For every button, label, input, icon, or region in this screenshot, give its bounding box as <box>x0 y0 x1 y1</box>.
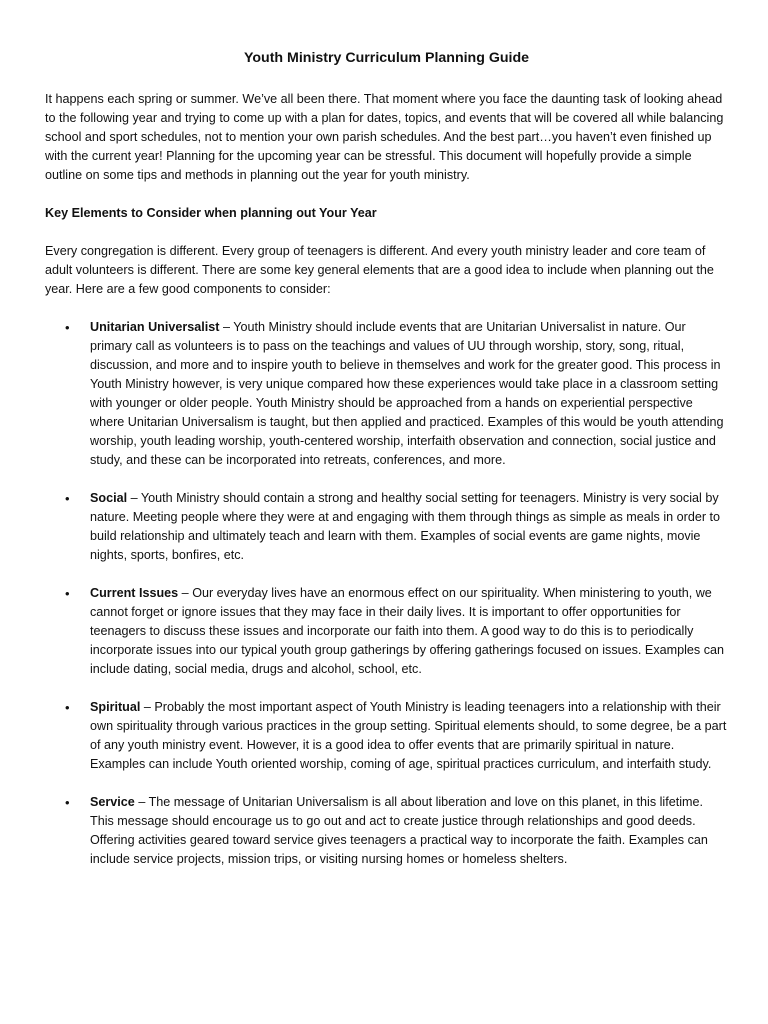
bullet-icon: • <box>65 700 70 715</box>
bullet-icon: • <box>65 795 70 810</box>
bullet-icon: • <box>65 586 70 601</box>
list-item-term: Spiritual <box>90 700 141 714</box>
list-item-text: – Probably the most important aspect of Youth Ministry is leading teenagers into a relationship with their own spirituality through various practices in the group setting. Spiritual elements should, to some degree, be a part of any youth ministry event. However, it is a good idea to offer events that are primarily spiritual in nature. Examples can include Youth oriented worship, coming of age, spiritual practices curriculum, and interfaith study. <box>90 700 727 771</box>
document-title: Youth Ministry Curriculum Planning Guide <box>243 50 530 66</box>
list-item-spiritual <box>45 698 728 774</box>
list-item-current-issues <box>45 584 728 679</box>
list-item-social <box>45 489 728 565</box>
bullet-icon: • <box>65 320 70 335</box>
list-item-term: Unitarian Universalist <box>90 320 220 334</box>
list-item-text: – The message of Unitarian Universalism is all about liberation and love on this planet, in this lifetime. This message should encourage us to go out and act to create justice through relationships and good deeds. Offering activities geared toward service gives teenagers a practical way to incorporate the faith. Examples can include service projects, mission trips, or visiting nursing homes or homeless shelters. <box>90 795 708 866</box>
intro-paragraph: It happens each spring or summer. We’ve all been there. That moment where you face the daunting task of looking ahead to the following year and trying to come up with a plan for dates, topics, and events that will be covered all while balancing school and sport schedules, not to mention your own parish schedules. And the best part…you haven’t even finished up with the current year! Planning for the upcoming year can be stressful. This document will hopefully provide a simple outline on some tips and methods in planning out the year for youth ministry. <box>45 92 724 182</box>
list-item-service <box>45 793 728 869</box>
bullet-icon: • <box>65 491 70 506</box>
list-item-term: Service <box>90 795 135 809</box>
section-intro-paragraph: Every congregation is different. Every group of teenagers is different. And every youth ministry leader and core team of adult volunteers is different. There are some key general elements that are a good idea to include when planning out the year. Here are a few good components to consider: <box>45 244 714 296</box>
list-item-term: Current Issues <box>90 586 179 600</box>
list-item-text: – Our everyday lives have an enormous effect on our spirituality. When ministering to youth, we cannot forget or ignore issues that they may face in their daily lives. It is important to offer opportunities for teenagers to discuss these issues and incorporate our faith into them. A good way to do this is to periodically incorporate issues into our typical youth group gatherings by offering gatherings focused on issues. Examples can include dating, social media, drugs and alcohol, school, etc. <box>90 586 725 676</box>
list-item-unitarian-universalist <box>45 318 728 470</box>
list-item-text: – Youth Ministry should contain a strong and healthy social setting for teenagers. Ministry is very social by nature. Meeting people where they were at and engaging with them through things as simple as meals in order to build relationship and ultimately teach and learn with them. Examples of social events are game nights, movie nights, sports, bonfires, etc. <box>90 491 721 562</box>
list-item-text: – Youth Ministry should include events that are Unitarian Universalist in nature. Our primary call as volunteers is to pass on the teachings and values of UU through worship, story, song, ritual, discussion, and more and to inspire youth to believe in themselves and work for the greater good. This process in Youth Ministry however, is very unique compared how these experiences would take place in a classroom setting with younger or older people. Youth Ministry should be approached from a hands on experiential perspective where Unitarian Universalism is taught, but then applied and practiced. Examples of this would be youth attending worship, youth leading worship, youth-centered worship, interfaith observation and connection, social justice and study, and these can be incorporated into retreats, conferences, and more. <box>90 320 724 467</box>
key-elements-list <box>45 318 728 869</box>
section-heading: Key Elements to Consider when planning out Your Year <box>45 206 377 220</box>
list-item-term: Social <box>90 491 128 505</box>
